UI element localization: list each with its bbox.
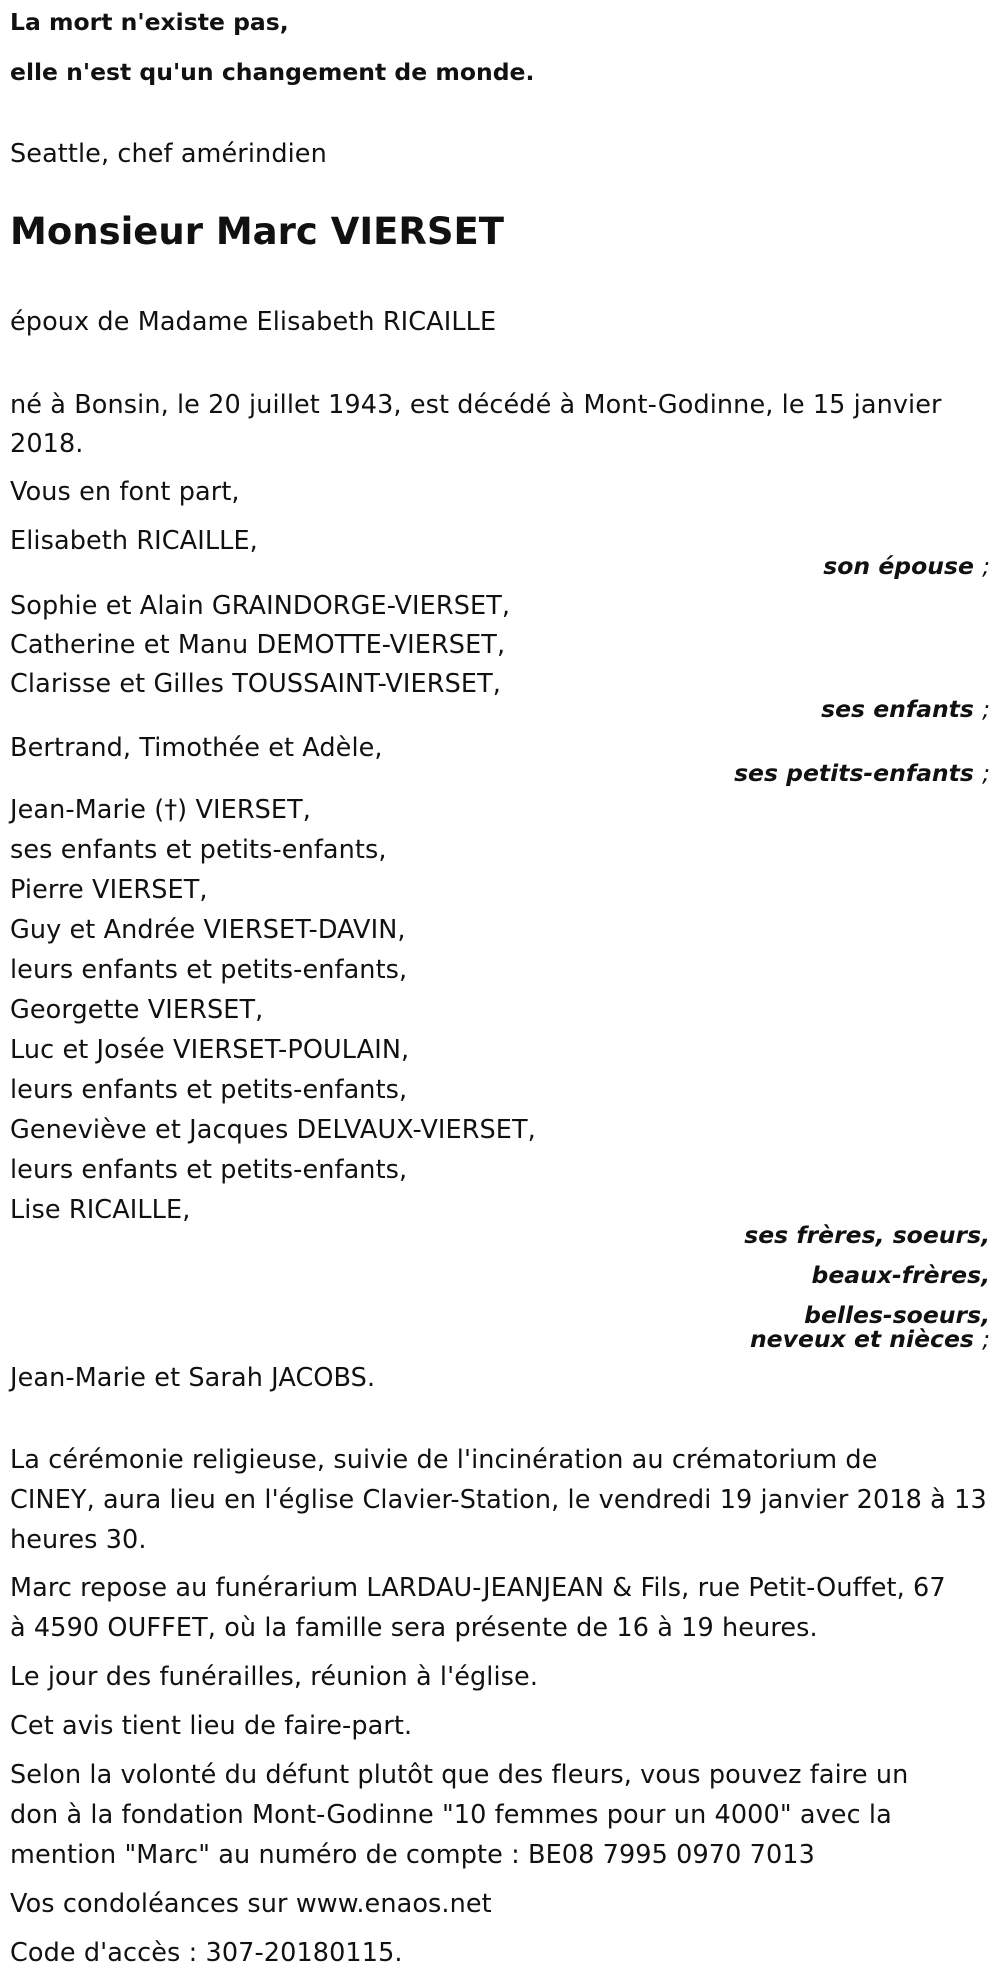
sibling-5: leurs enfants et petits-enfants,	[10, 955, 408, 985]
spouse-line: époux de Madame Elisabeth RICAILLE	[10, 307, 497, 337]
meeting-line: Le jour des funérailles, réunion à l'église.	[10, 1662, 539, 1692]
notice-line: Cet avis tient lieu de faire-part.	[10, 1711, 413, 1741]
birth-death-line-1: né à Bonsin, le 20 juillet 1943, est décédé à Mont-Godinne, le 15 janvier	[10, 390, 942, 420]
child-1: Sophie et Alain GRAINDORGE-VIERSET,	[10, 591, 511, 621]
ceremony-line-3: heures 30.	[10, 1525, 147, 1555]
relation-text: neveux et nièces	[749, 1325, 974, 1353]
sibling-7: Luc et Josée VIERSET-POULAIN,	[10, 1035, 410, 1065]
sibling-11: Lise RICAILLE,	[10, 1195, 191, 1225]
sibling-10: leurs enfants et petits-enfants,	[10, 1155, 408, 1185]
child-2: Catherine et Manu DEMOTTE-VIERSET,	[10, 630, 506, 660]
sibling-8: leurs enfants et petits-enfants,	[10, 1075, 408, 1105]
spouse-name: Elisabeth RICAILLE,	[10, 526, 258, 556]
sibling-1: Jean-Marie (†) VIERSET,	[10, 795, 312, 825]
donation-line-3: mention "Marc" au numéro de compte : BE08 7995 0970 7013	[10, 1840, 815, 1870]
relation-text: son épouse	[823, 552, 974, 580]
siblings-relation-4	[750, 1323, 990, 1355]
condolences-line: Vos condoléances sur www.enaos.net	[10, 1889, 492, 1919]
children-relation	[821, 693, 990, 725]
semicolon: ;	[982, 759, 990, 787]
announcement-intro: Vous en font part,	[10, 477, 240, 507]
donation-line-2: don à la fondation Mont-Godinne "10 femmes pour un 4000" avec la	[10, 1800, 892, 1830]
ceremony-line-1: La cérémonie religieuse, suivie de l'incinération au crématorium de	[10, 1445, 878, 1475]
sibling-6: Georgette VIERSET,	[10, 995, 264, 1025]
siblings-relation-2: beaux-frères,	[811, 1261, 990, 1289]
relation-text: ses enfants	[821, 695, 974, 723]
quote-author: Seattle, chef amérindien	[10, 139, 327, 169]
sibling-2: ses enfants et petits-enfants,	[10, 835, 387, 865]
quote-line-1: La mort n'existe pas,	[10, 8, 289, 36]
siblings-relation-1: ses frères, soeurs,	[744, 1221, 990, 1249]
semicolon: ;	[982, 552, 990, 580]
child-3: Clarisse et Gilles TOUSSAINT-VIERSET,	[10, 669, 501, 699]
grandchildren: Bertrand, Timothée et Adèle,	[10, 733, 383, 763]
relation-text: ses petits-enfants	[734, 759, 974, 787]
semicolon: ;	[982, 1325, 990, 1353]
other-family: Jean-Marie et Sarah JACOBS.	[10, 1363, 376, 1393]
ceremony-line-2: CINEY, aura lieu en l'église Clavier-Station, le vendredi 19 janvier 2018 à 13	[10, 1485, 987, 1515]
deceased-name: Monsieur Marc VIERSET	[10, 210, 505, 253]
funeral-home-line-1: Marc repose au funérarium LARDAU-JEANJEAN & Fils, rue Petit-Ouffet, 67	[10, 1573, 946, 1603]
semicolon: ;	[982, 695, 990, 723]
quote-line-2: elle n'est qu'un changement de monde.	[10, 58, 535, 86]
sibling-3: Pierre VIERSET,	[10, 875, 208, 905]
birth-death-line-2: 2018.	[10, 429, 84, 459]
access-code-line: Code d'accès : 307-20180115.	[10, 1938, 403, 1968]
spouse-relation	[823, 550, 990, 582]
grandchildren-relation	[734, 757, 990, 789]
sibling-4: Guy et Andrée VIERSET-DAVIN,	[10, 915, 406, 945]
siblings-relation-3: belles-soeurs,	[804, 1301, 990, 1329]
donation-line-1: Selon la volonté du défunt plutôt que des fleurs, vous pouvez faire un	[10, 1760, 909, 1790]
funeral-home-line-2: à 4590 OUFFET, où la famille sera présente de 16 à 19 heures.	[10, 1613, 818, 1643]
sibling-9: Geneviève et Jacques DELVAUX-VIERSET,	[10, 1115, 536, 1145]
